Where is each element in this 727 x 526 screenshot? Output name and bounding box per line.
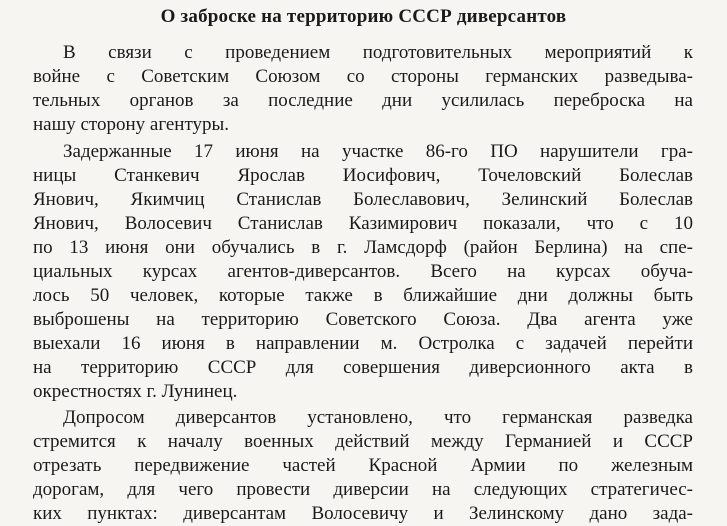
paragraph-line: по 13 июня они обучались в г. Ламсдорф (район Берлина) на спе- [33, 237, 693, 258]
paragraph-line: отрезать передвижение частей Красной Армии по железным [33, 455, 693, 476]
paragraph-line: выброшены на территорию Советского Союза. Два агента уже [33, 309, 693, 330]
paragraph-line: циальных курсах агентов-диверсантов. Всего на курсах обуча- [33, 261, 693, 282]
paragraph-line: войне с Советским Союзом со стороны германских разведыва- [33, 66, 693, 87]
paragraph-line: дорогам, для чего провести диверсии на следующих стратегичес- [33, 479, 693, 500]
paragraph-line: стремится к началу военных действий между Германией и СССР [33, 431, 693, 452]
paragraph-line: Задержанные 17 июня на участке 86-го ПО нарушители гра- [63, 141, 693, 162]
paragraph-line: нашу сторону агентуры. [33, 114, 230, 135]
paragraph-line: Янович, Якимчиц Станислав Болеславович, Зелинский Болеслав [33, 189, 693, 210]
paragraph-line: ких пунктах: диверсантам Волосевичу и Зелинскому дано зада- [33, 503, 693, 524]
paragraph-line: ницы Станкевич Ярослав Иосифович, Точеловский Болеслав [33, 165, 693, 186]
paragraph-line: на территорию СССР для совершения диверсионного акта в [33, 357, 693, 378]
paragraph-line: Янович, Волосевич Станислав Казимирович показали, что с 10 [33, 213, 693, 234]
paragraph-line: выехали 16 июня в направлении м. Остролка с задачей перейти [33, 333, 693, 354]
paragraph-line: лось 50 человек, которые также в ближайшие дни должны быть [33, 285, 693, 306]
paragraph-line: В связи с проведением подготовительных мероприятий к [63, 42, 693, 63]
document-title: О заброске на территорию СССР диверсантов [160, 6, 567, 27]
paragraph-line: окрестностях г. Лунинец. [33, 381, 238, 402]
paragraph-line: Допросом диверсантов установлено, что германская разведка [63, 407, 693, 428]
paragraph-line: тельных органов за последние дни усилилась переброска на [33, 90, 693, 111]
